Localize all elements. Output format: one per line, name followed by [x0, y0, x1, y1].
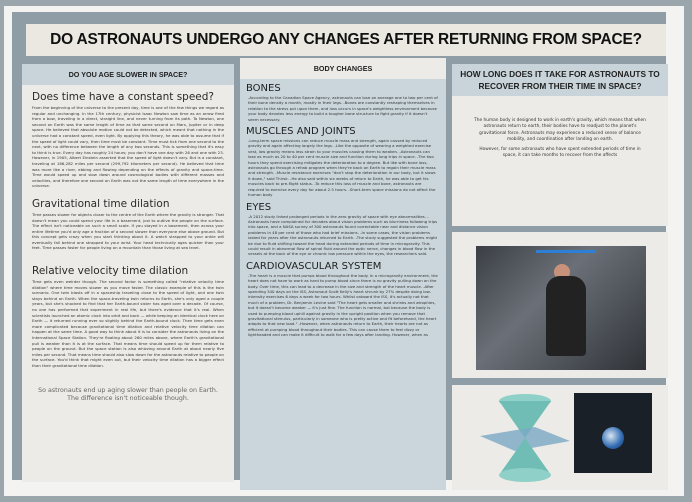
- section-heading: CARDIOVASCULAR SYSTEM: [246, 260, 382, 272]
- earth-icon: [602, 427, 624, 449]
- recovery-text: The human body is designed to work in earth's gravity, which means that when astronauts return to earth, their bodies have to readjust to the planet's gravitational force. Astronauts may experience a reduced sense of balance mobility, and coordination after landing on earth.: [474, 118, 646, 142]
- poster-title: DO ASTRONAUTS UNDERGO ANY CHANGES AFTER RETURNING FROM SPACE?: [26, 24, 666, 56]
- age-panel: [22, 64, 234, 482]
- section-text: -A 2012 study linked prolonged periods in the zero gravity of space with eye abnormalities. -Astronauts have complained for decades about vision problems such as blurriness following trips into space, and a NASA survey of 300 astronauts found correctable near and distance vision problems in 48 per cent of those who had brief missions. -In some cases, the vision problems lasted for years after the astronauts returned to Earth. -The study suggested the problems might be due to fluid shifting toward the head during extended periods of time in microgravity. This could result in abnormal flow of spinal fluid around the optic nerve, changes in blood flow in the vessels at the back of the eye or chronic low pressure within the eyes, the researchers said.: [248, 213, 438, 257]
- astronaut-photo-panel: [452, 232, 668, 378]
- light-cone-diagram: [480, 391, 570, 485]
- section-heading: Relative velocity time dilation: [32, 265, 189, 278]
- section-text: From the beginning of the universe to the present day, time is one of the few things we regard as regular and unchanging. In the 17th century, physicist Isaac Newton saw time as an arrow fired from a bow, traveling in a direct, straight line, and never turning from its path. To Newton, one second on Earth was the same length of time as that same second on Mars, Jupiter or in deep space. He believed that absolute motion could not be detected, which meant that nothing in the universe had a constant speed, even light. By applying this theory, he was able to assume that if the speed of light could vary, then time must be constant. Time must tick from one second to the next, with no difference between the length of any two seconds. This is something that it's easy to think is true. Every day has roughly 24 hours; you don't have one day with 26 and one with 23. However, in 1905, Albert Einstein asserted that the speed of light doesn't vary. But is a constant, traveling at 186,282 miles per second (299,792 kilometers per second). He believed that time was more like a river, ebbing and flowing depending on the effects of gravity and space-time. Time would speed up and slow down around cosmological bodies with different masses and velocities, and therefore one second on Earth was not the same length of time everywhere in the universe.: [32, 105, 224, 189]
- astronaut-treadmill-photo: [476, 246, 646, 370]
- section-heading: MUSCLES AND JOINTS: [246, 126, 356, 138]
- section-text: Time gets even weirder though. The second factor is something called "relative velocity time dilation" where time moves slower as you move faster. The classic example of this is the twin scenario. One twin blasts off in a spaceship traveling close to the speed of light, and one twin stays behind on Earth. When the space-traveling twin returns to Earth, she's only aged a couple years, but she's shocked to find that her Earth-bound sister has aged over a decade. Of course, no one has performed that experiment in real life, but there's evidence that it's real. When scientists launched an atomic clock into orbit and back — while keeping an identical clock here on Earth — it returned running ever so slightly behind the Earth-bound clock. Then time gets even more complicated because gravitational time dilation and relative velocity time dilation can happen at the same time. A good way to think about it is to consider the astronauts living on the International Space Station. They're floating about 260 miles above, where Earth's gravitational pull is weaker than it is at the surface. That means time should speed up for them relative to people on the ground. But the space station is also whizzing around Earth at about nearly five miles per second. That means time should also slow down for the astronauts relative to people on the surface. You'd think that might even out, but their velocity time dilation has a bigger effect than their gravitational time dilation.: [32, 279, 224, 368]
- recovery-text-2: However, for some astronauts who have spent extended periods of time in space, it can take months to recover from the affects: [479, 147, 641, 159]
- section-heading: Does time have a constant speed?: [32, 91, 214, 103]
- diagram-panel: [452, 385, 668, 490]
- section-heading: BONES: [246, 83, 281, 94]
- body-changes-panel: [240, 58, 446, 490]
- section-heading: Gravitational time dilation: [32, 197, 170, 210]
- section-text: Time passes slower for objects closer to the centre of the Earth where the gravity is stronger. That doesn't mean you could spend your life in a basement, just to outlive the people on the surface. The effect isn't noticeable on such a small scale. If you stayed in a basement, then across your entire lifetime you'd only age a fraction of a second slower than everyone else above ground. But this concept gets crazy when you start thinking about it. A watch strapped to your ankle will eventually fall behind one strapped to your wrist. Your head technically ages quicker than your feet. Time passes faster for people living on a mountain than those living at sea level.: [32, 211, 224, 251]
- earth-spacetime-image: [574, 393, 652, 473]
- age-panel-header: DO YOU AGE SLOWER IN SPACE?: [22, 64, 234, 85]
- conclusion: So astronauts end up aging slower than people on Earth. The difference isn't noticeable though.: [38, 386, 218, 402]
- recovery-panel: [452, 64, 668, 226]
- body-changes-header: BODY CHANGES: [240, 58, 446, 79]
- recovery-header: HOW LONG DOES IT TAKE FOR ASTRONAUTS TO RECOVER FROM THEIR TIME IN SPACE?: [452, 64, 668, 96]
- section-text: -According to the Canadian Space Agency, astronauts can lose on average one to two per cent of their bone density a month, mostly in their legs. -Bones are constantly reshaping themselves in relation to the stress put upon them, and loss occurs in space's weightless environment because your body devotes less energy to build a tougher bone structure to fight gravity if it doesn't seem necessary.: [248, 95, 438, 122]
- section-heading: EYES: [246, 201, 272, 213]
- section-text: -The heart is a muscle that pumps blood throughout the body. In a microgravity environment, the heart does not have to work as hard to pump blood since there is no gravity pulling down on the body. Over time, this can lead to a decrease in the size and strength of the heart muscle. -After spending 340 days on the ISS, Astronaut Scott Kelly's heart shrunk by 27% despite doing low-intensity exercises 6 days a week for two hours. Whilst onboard the ISS, it's actually not that much of a problem, Dr. Benjamin Levine said "The heart gets smaller and shrinks and atrophies, but it doesn't become weaker — it's just fine. The function is normal, but because the body is used to pumping blood uphill against gravity in the upright position when you remove that gravitational stimulus, particularly in someone who is pretty active and fit beforehand, the heart adapts to that new load." -However, when astronauts return to Earth, their hearts are not as efficient at pumping blood throughout their bodies. This can cause them to feel dizzy or lightheaded and can make it difficult to walk for a few days after landing. However, when as: [248, 272, 438, 338]
- section-text: -Long-term space missions can reduce muscle mass and strength, again caused by reduced gravity and again affecting largely the legs. -Like the opposite of wearing a weighted exercise vest, low gravity means less strain to your muscles causing them to weaken. -Astronauts can lose as much as 20 to 40 per cent muscle size and function during long trips in space. -The two hours they spend exercising mitigates the deterioration to a degree. But like with bone loss, astronauts go through a rehab program when they're back on Earth to regain their muscle mass and strength. -Muscle resistance exercises "don't stop the deterioration in our body, but it slows it down," said Thirsk. -He also said within six weeks of return to Earth, he was able to get his muscles back to pre-flight status. -To reduce this loss of muscle and bone, astronauts are required to exercise every day for about 2.5 hours. -Short-term space missions do not affect the human body: [248, 138, 436, 198]
